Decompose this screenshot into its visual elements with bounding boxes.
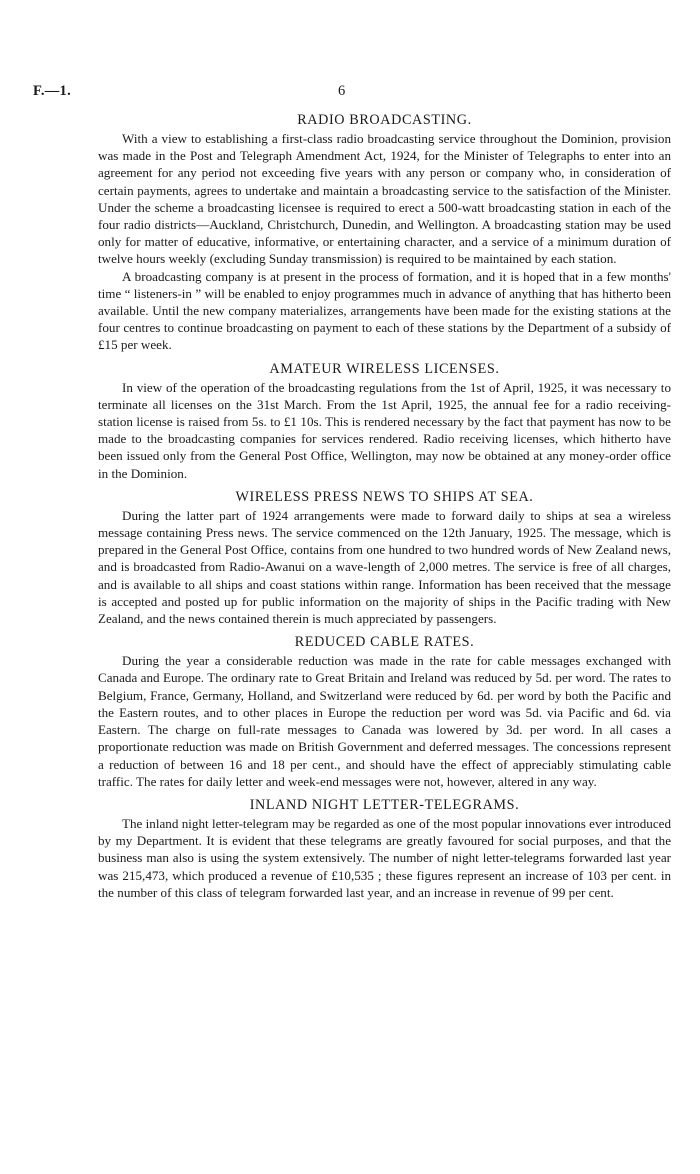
paragraph: A broadcasting company is at present in the process of formation, and it is hoped that in a few months' time “ listeners-in ” will be enabled to enjoy programmes much in advance of anything that has hitherto been available. Until the new company materializes, arrangements have been made for the existing stations at the four centres to continue broadcasting on payment to each of these stations by the Department of a subsidy of £15 per week. [98,268,671,353]
page-content [98,110,671,901]
section-heading-radio-broadcasting: RADIO BROADCASTING. [297,112,472,128]
section-heading-wireless-press-news: WIRELESS PRESS NEWS TO SHIPS AT SEA. [235,488,534,505]
section-heading-inland-night-letter-telegrams: INLAND NIGHT LETTER-TELEGRAMS. [249,796,520,813]
document-reference: F.—1. [33,83,72,99]
paragraph: During the latter part of 1924 arrangements were made to forward daily to ships at sea a wireless message containing Press news. The service commenced on the 12th January, 1925. The message, which is prepared in the General Post Office, contains from one hundred to two hundred words of New Zealand news, and is broadcasted from Radio-Awanui on a wave-length of 2,000 metres. The service is free of all charges, and is available to all ships and coast stations within range. Information has been received that the message is accepted and posted up for public information on the majority of ships in the Pacific trading with New Zealand, and the news contained therein is much appreciated by passengers. [98,507,671,627]
paragraph: With a view to establishing a first-class radio broadcasting service throughout the Dominion, provision was made in the Post and Telegraph Amendment Act, 1924, for the Minister of Telegraphs to enter into an agreement for any period not exceeding five years with any person or company who, in consideration of certain payments, agrees to undertake and maintain a broadcasting service to the satisfaction of the Minister. Under the scheme a broadcasting licensee is required to erect a 500-watt broadcasting station in each of the four radio districts—Auckland, Christchurch, Dunedin, and Wellington. A broadcasting station may be used only for matter of educative, informative, or entertaining character, and a service of a minimum duration of twelve hours weekly (excluding Sunday transmission) is required to be maintained by each station. [98,131,671,267]
section-heading-amateur-wireless-licenses: AMATEUR WIRELESS LICENSES. [269,360,500,377]
paragraph: The inland night letter-telegram may be regarded as one of the most popular innovations ever introduced by my Department. It is evident that these telegrams are greatly favoured for social purposes, and that the business man also is using the system extensively. The number of night letter-telegrams forwarded last year was 215,473, which produced a revenue of £10,535 ; these figures represent an increase of 103 per cent. in the number of this class of telegram forwarded last year, and an increase in revenue of 99 per cent. [98,815,671,900]
paragraph: During the year a considerable reduction was made in the rate for cable messages exchanged with Canada and Europe. The ordinary rate to Great Britain and Ireland was reduced by 5d. per word. The rates to Belgium, France, Germany, Holland, and Switzerland were reduced by 6d. per word by both the Pacific and the Eastern routes, and to other places in Europe the reduction per word was 5d. via Pacific and 6d. via Eastern. The charge on full-rate messages to Canada was lowered by 3d. per word. In all cases a proportionate reduction was made on British Government and deferred messages. The concessions represent a reduction of between 16 and 18 per cent., and should have the effect of appreciably stimulating cable traffic. The rates for daily letter and week-end messages were not, however, altered in any way. [98,653,671,789]
section-heading-reduced-cable-rates: REDUCED CABLE RATES. [294,634,475,651]
paragraph: In view of the operation of the broadcasting regulations from the 1st of April, 1925, it was necessary to terminate all licenses on the 31st March. From the 1st April, 1925, the annual fee for a radio receiving-station license is raised from 5s. to £1 10s. This is rendered necessary by the fact that payment has now to be made to the broadcasting companies for services rendered. Radio receiving licenses, which hitherto have been issued only from the General Post Office, Wellington, may now be obtained at any money-order office in the Dominion. [98,379,671,481]
page-number: 6 [338,83,346,99]
